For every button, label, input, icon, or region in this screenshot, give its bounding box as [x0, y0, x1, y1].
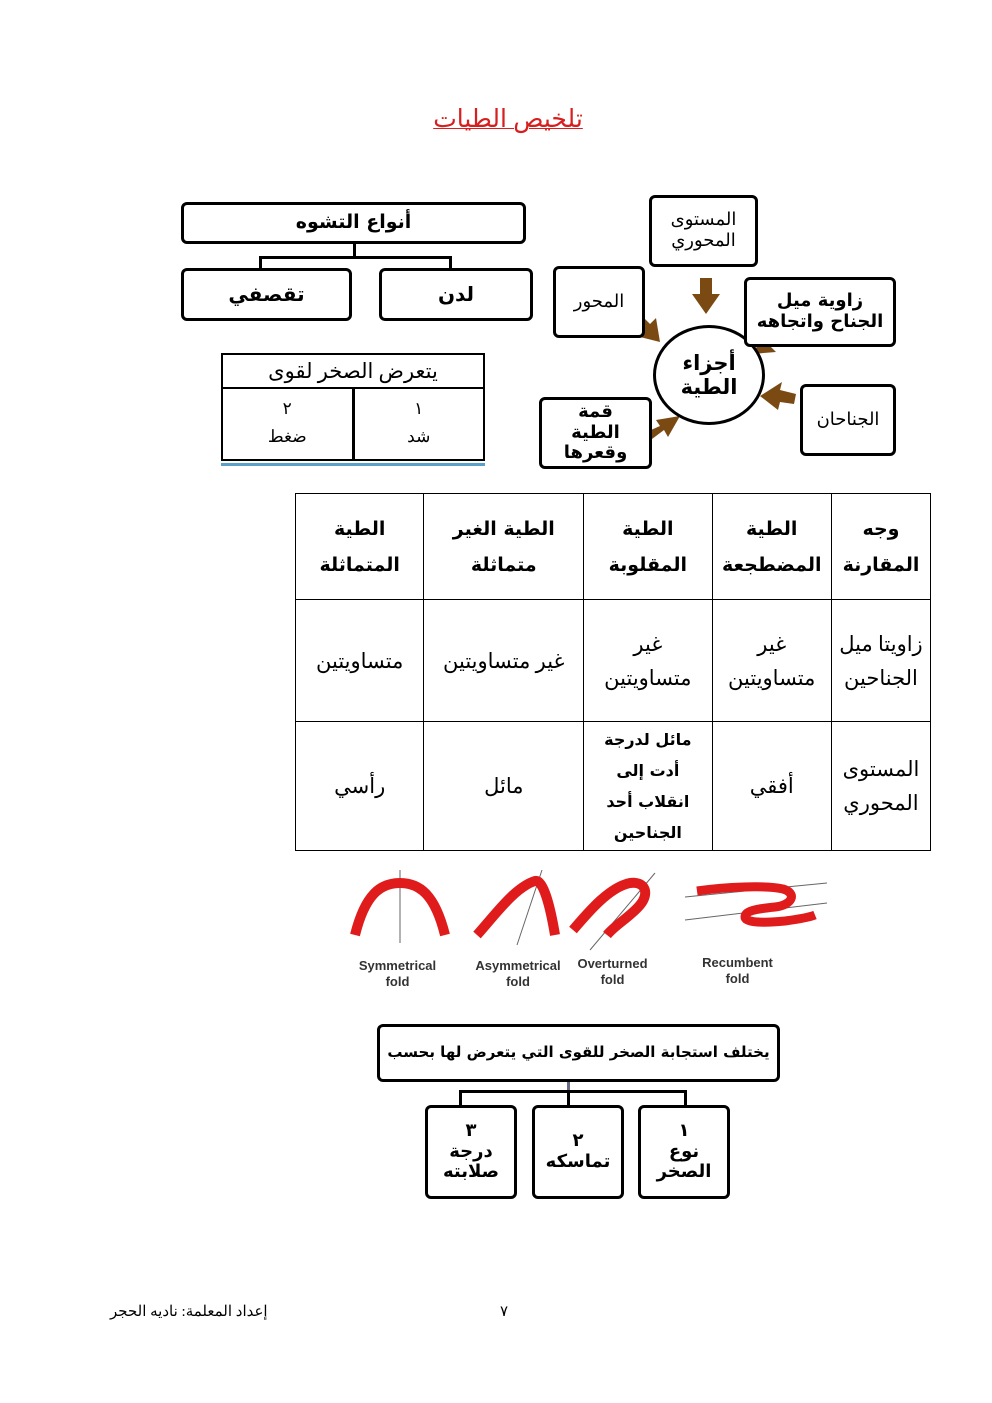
deformation-heading: أنواع التشوه: [295, 211, 412, 234]
response-heading: يختلف استجابة الصخر للقوى التي يتعرض لها بحسب: [387, 1043, 770, 1062]
recumbent-fold-image: [685, 883, 827, 922]
table-cell: غير متساويتين: [424, 600, 584, 722]
table-cell: رأسي: [296, 722, 424, 851]
blue-rule: [221, 463, 485, 466]
force-number: ٢: [282, 399, 292, 418]
arrow-icon: [760, 382, 796, 410]
table-row: [296, 722, 931, 851]
deformation-type-label: تقصفي: [228, 282, 305, 306]
symmetrical-fold-image: [355, 870, 445, 943]
forces-table: [221, 353, 485, 461]
factor-number: ٢: [572, 1130, 584, 1152]
response-factor-hardness: [425, 1105, 517, 1199]
caption-recumbent: Recumbent fold: [702, 955, 773, 986]
asymmetrical-fold-image: [477, 870, 555, 945]
fold-part-limb-angle: [744, 277, 896, 347]
connector-line: [459, 1090, 687, 1093]
connector-line: [259, 256, 452, 259]
deformation-heading-box: [181, 202, 526, 244]
fold-part-limbs: [800, 384, 896, 456]
fold-part-label: قمة الطية وقعرها: [563, 400, 628, 464]
overturned-fold-image: [573, 873, 655, 950]
table-header-cell: وجه المقارنة: [831, 494, 930, 600]
response-heading-box: [377, 1024, 780, 1082]
factor-label: درجة صلابته: [442, 1140, 500, 1183]
table-header-cell: الطية المتماثلة: [296, 494, 424, 600]
page-number: ٧: [500, 1304, 509, 1320]
fold-part-label: المستوى المحوري: [670, 209, 737, 251]
table-cell: غير متساويتين: [712, 600, 831, 722]
fold-types-illustration: [345, 865, 835, 955]
fold-part-label: زاوية ميل الجناح واتجاهه: [756, 290, 884, 332]
fold-part-axis: [553, 266, 645, 338]
table-header-cell: الطية المقلوبة: [584, 494, 712, 600]
fold-part-label: الجناحان: [816, 408, 880, 430]
table-cell: مائل لدرجة أدت إلى انقلاب أحد الجناحين: [584, 722, 712, 851]
page-title: تلخيص الطيات: [433, 106, 583, 133]
caption-asymmetrical: Asymmetrical fold: [475, 958, 561, 989]
table-header-cell: الطية المضطجعة: [712, 494, 831, 600]
forces-heading: يتعرض الصخر لقوى: [223, 355, 483, 389]
fold-part-label: المحور: [573, 290, 625, 312]
fold-parts-center-label: أجزاء الطية: [680, 350, 738, 399]
table-cell: مائل: [424, 722, 584, 851]
table-cell: متساويتين: [296, 600, 424, 722]
force-tension: [355, 389, 484, 459]
factor-label: تماسكه: [545, 1151, 611, 1172]
force-number: ١: [414, 399, 424, 418]
force-label: ضغط: [267, 427, 307, 446]
force-label: شد: [407, 427, 431, 446]
table-cell: المستوى المحوري: [831, 722, 930, 851]
fold-part-axial-plane: [649, 195, 758, 267]
arrow-icon: [692, 278, 720, 314]
factor-number: ٣: [465, 1119, 477, 1141]
deformation-type-label: لدن: [437, 282, 475, 306]
table-row: [296, 494, 931, 600]
caption-overturned: Overturned fold: [577, 956, 648, 987]
force-compression: [223, 389, 355, 459]
table-cell: أفقي: [712, 722, 831, 851]
response-factor-rock-type: [638, 1105, 730, 1199]
factor-number: ١: [678, 1119, 690, 1141]
caption-symmetrical: Symmetrical fold: [358, 958, 437, 989]
comparison-table: [295, 493, 931, 851]
footer-author: إعداد المعلمة: ناديه الحجر: [110, 1304, 268, 1320]
table-cell: غير متساويتين: [584, 600, 712, 722]
deformation-type-plastic: [379, 268, 533, 321]
table-header-cell: الطية الغير متماثلة: [424, 494, 584, 600]
deformation-type-brittle: [181, 268, 352, 321]
fold-part-crest-trough: [539, 397, 652, 469]
response-factor-cohesion: [532, 1105, 624, 1199]
factor-label: نوع الصخر: [656, 1140, 712, 1183]
table-row: [296, 600, 931, 722]
table-cell: زاويتا ميل الجناحين: [831, 600, 930, 722]
